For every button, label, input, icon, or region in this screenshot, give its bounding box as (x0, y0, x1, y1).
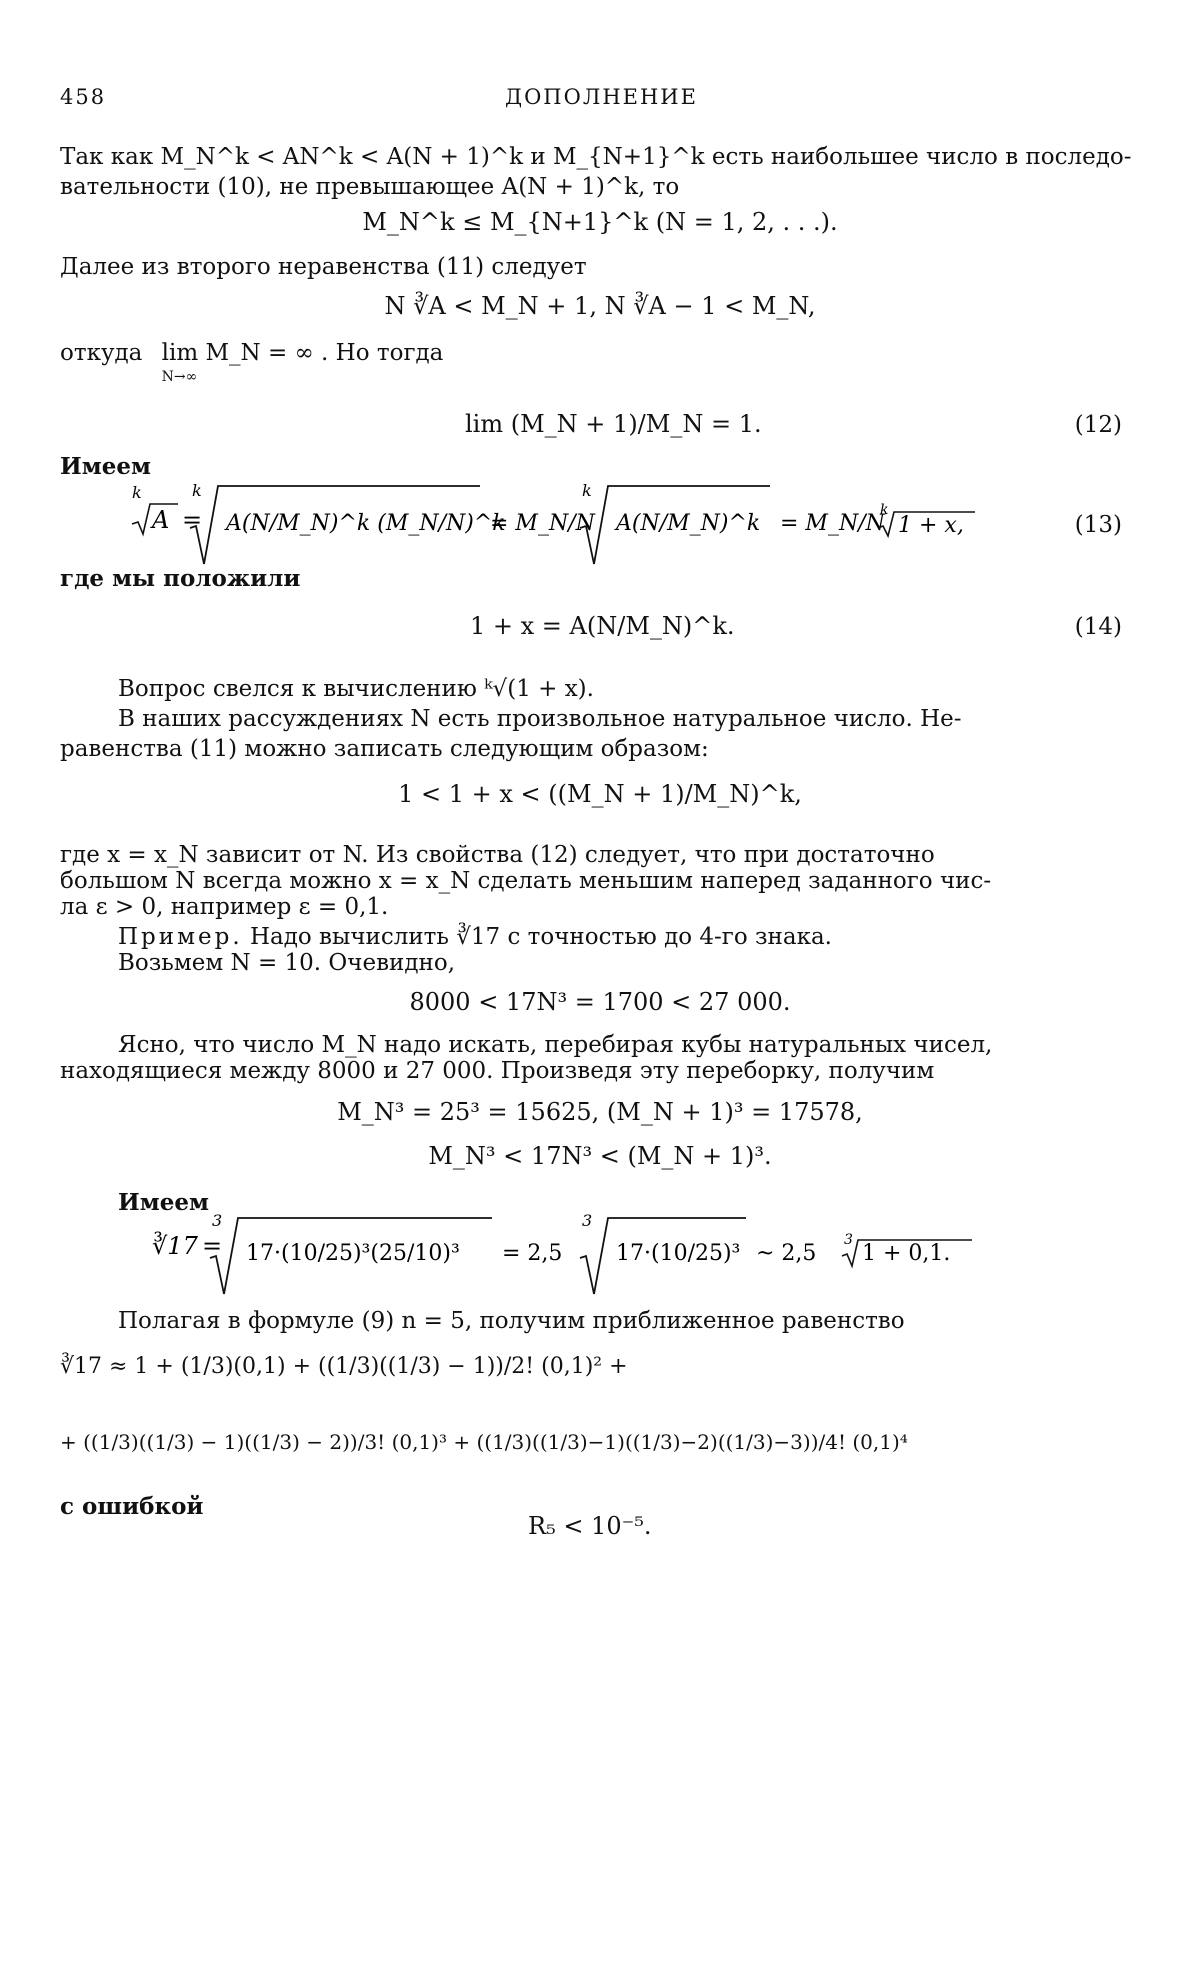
equation-cube-root-example (150, 1210, 1050, 1300)
equation-m-inequality: M_N³ < 17N³ < (M_N + 1)³. (428, 1142, 772, 1170)
text-but-then: . Но тогда (321, 340, 444, 366)
coefficient-2-5: = 2,5 (502, 1241, 563, 1266)
radicand-one-plus-0-1: 1 + 0,1. (862, 1241, 951, 1266)
cube-root-17: ∛17 (152, 1232, 198, 1260)
radicand-expression-2: 17·(10/25)³ (616, 1241, 741, 1266)
equation-error: R₅ < 10⁻⁵. (528, 1512, 652, 1540)
root-index-k: k (582, 481, 592, 500)
equation-bounds: 1 < 1 + x < ((M_N + 1)/M_N)^k, (398, 780, 802, 808)
text-we-have-2: Имеем (118, 1189, 209, 1216)
text-line-2: вательности (10), не превышающее A(N + 1)^k, то (60, 174, 680, 200)
equation-monotone: M_N^k ≤ M_{N+1}^k (N = 1, 2, . . .). (362, 208, 838, 236)
text-with-error: с ошибкой (60, 1493, 204, 1520)
limit-body: lim M_N = ∞ (161, 340, 314, 366)
text-line-15: Ясно, что число M_N надо искать, перебирая кубы натуральных чисел, (118, 1032, 993, 1058)
text-line-1: Так как M_N^k < AN^k < A(N + 1)^k и M_{N+1}^k есть наибольшее число в последо- (60, 144, 1132, 170)
equation-12: lim (M_N + 1)/M_N = 1. (465, 410, 762, 438)
equation-13 (130, 478, 1030, 568)
equation-cube-bounds: 8000 < 17N³ = 1700 < 27 000. (409, 988, 791, 1016)
text-line-4 (60, 338, 444, 385)
text-whence: откуда (60, 340, 143, 366)
page-number: 458 (60, 85, 107, 109)
root-index-k: k (880, 502, 889, 518)
series-line-1: ∛17 ≈ 1 + (1/3)(0,1) + ((1/3)((1/3) − 1))/2! (0,1)² + (60, 1354, 628, 1379)
text-line-18: Полагая в формуле (9) n = 5, получим приближенное равенство (118, 1308, 905, 1334)
ratio-M-over-N: = M_N/N (780, 511, 885, 536)
root-index-3: 3 (212, 1211, 223, 1230)
text-line-14: Возьмем N = 10. Очевидно, (118, 950, 456, 976)
series-line-2: + ((1/3)((1/3) − 1)((1/3) − 2))/3! (0,1)³ + ((1/3)((1/3)−1)((1/3)−2)((1/3)−3))/4! (0,1)⁴ (60, 1430, 908, 1454)
text-we-have-1: Имеем (60, 453, 151, 480)
root-index-k: k (132, 483, 142, 502)
text-line-3: Далее из второго неравенства (11) следует (60, 254, 587, 280)
equation-inequalities: N ∛A < M_N + 1, N ∛A − 1 < M_N, (384, 292, 816, 320)
text-where-we-put: где мы положили (60, 565, 301, 592)
limit-subscript: N→∞ (161, 369, 198, 385)
equation-m-values: M_N³ = 25³ = 15625, (M_N + 1)³ = 17578, (337, 1098, 863, 1126)
text-line-16: находящиеся между 8000 и 27 000. Произведя эту переборку, получим (60, 1058, 935, 1084)
root-index-k: k (192, 481, 202, 500)
text-line-8: В наших рассуждениях N есть произвольное натуральное число. Не- (118, 706, 962, 732)
radicand-expression-2: A(N/M_N)^k (616, 511, 761, 536)
equation-13-number: (13) (1074, 512, 1122, 538)
limit-expression (161, 338, 314, 385)
example-text: Надо вычислить ∛17 с точностью до 4-го знака. (249, 924, 832, 950)
radicand-A: A (152, 506, 170, 534)
text-line-11: большом N всегда можно x = x_N сделать меньшим наперед заданного чис- (60, 868, 992, 894)
text-line-7: Вопрос свелся к вычислению ᵏ√(1 + x). (118, 676, 594, 702)
ratio-M-over-N: = M_N/N (490, 511, 595, 536)
radicand-expression-1: 17·(10/25)³(25/10)³ (246, 1241, 460, 1266)
text-line-12: ла ε > 0, например ε = 0,1. (60, 894, 389, 920)
equation-14-number: (14) (1074, 614, 1122, 640)
approximately-2-5: ~ 2,5 (756, 1241, 817, 1266)
equals-sign: = (182, 506, 203, 534)
radicand-expression-1: A(N/M_N)^k (M_N/N)^k (226, 511, 506, 536)
root-index-3: 3 (844, 1232, 853, 1248)
running-title: ДОПОЛНЕНИЕ (505, 85, 698, 109)
equals-sign: = (202, 1232, 223, 1260)
example-label: Пример. (118, 924, 243, 950)
text-line-9: равенства (11) можно записать следующим образом: (60, 736, 709, 762)
text-line-10: где x = x_N зависит от N. Из свойства (12) следует, что при достаточно (60, 842, 935, 868)
equation-12-number: (12) (1074, 412, 1122, 438)
radicand-one-plus-x: 1 + x, (898, 513, 964, 538)
root-index-3: 3 (582, 1211, 593, 1230)
equation-14: 1 + x = A(N/M_N)^k. (470, 612, 735, 640)
